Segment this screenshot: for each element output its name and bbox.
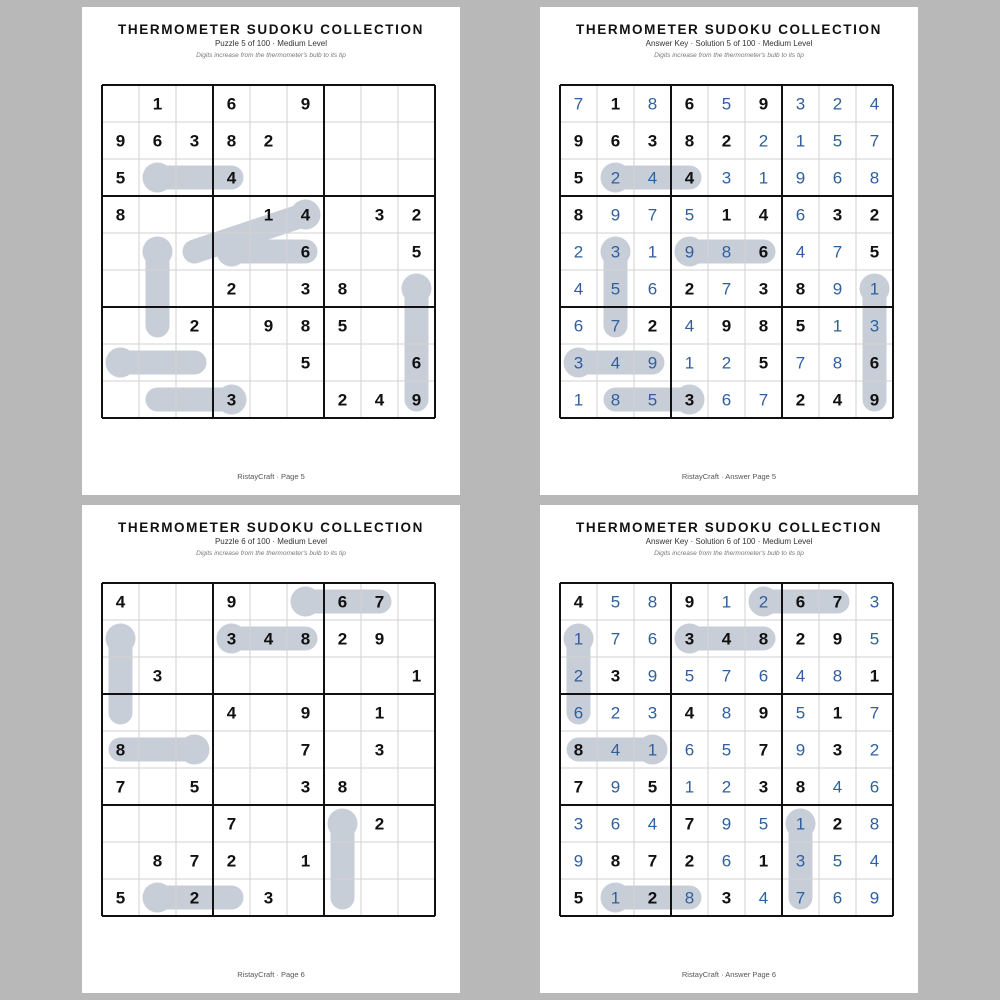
solution-digit: 7: [610, 316, 621, 336]
solution-digit: 3: [795, 851, 806, 871]
given-digit: 4: [832, 390, 843, 410]
sudoku-grid: [102, 85, 436, 419]
solution-digit: 4: [869, 851, 880, 871]
page-footer: RistayCraft · Page 6: [237, 970, 305, 979]
thermometer-bulb: [328, 809, 358, 839]
given-digit: 6: [684, 94, 695, 114]
given-digit: 8: [610, 851, 621, 871]
given-digit: 6: [300, 242, 311, 262]
solution-digit: 2: [610, 703, 621, 723]
solution-digit: 8: [647, 592, 658, 612]
given-digit: 8: [115, 740, 126, 760]
solution-digit: 5: [647, 390, 658, 410]
solution-digit: 7: [721, 279, 732, 299]
solution-digit: 7: [758, 390, 769, 410]
solution-digit: 8: [869, 168, 880, 188]
given-digit: 4: [758, 205, 769, 225]
given-digit: 2: [189, 888, 200, 908]
given-digit: 5: [411, 242, 422, 262]
solution-digit: 1: [573, 629, 584, 649]
given-digit: 8: [337, 279, 348, 299]
solution-digit: 1: [647, 740, 658, 760]
given-digit: 2: [795, 390, 806, 410]
given-digit: 8: [573, 205, 584, 225]
given-digit: 1: [374, 703, 385, 723]
solution-digit: 8: [721, 242, 732, 262]
given-digit: 2: [411, 205, 422, 225]
solution-digit: 6: [647, 279, 658, 299]
solution-digit: 6: [721, 851, 732, 871]
given-digit: 3: [832, 205, 843, 225]
solution-digit: 2: [721, 353, 732, 373]
collection-title: THERMOMETER SUDOKU COLLECTION: [576, 22, 882, 37]
collection-title: THERMOMETER SUDOKU COLLECTION: [118, 520, 424, 535]
given-digit: 1: [152, 94, 163, 114]
solution-digit: 3: [869, 592, 880, 612]
thermometer: [328, 809, 358, 898]
solution-digit: 1: [610, 888, 621, 908]
given-digit: 8: [573, 740, 584, 760]
solution-digit: 5: [721, 94, 732, 114]
solution-digit: 9: [647, 666, 658, 686]
given-digit: 1: [721, 205, 732, 225]
given-digit: 3: [263, 888, 274, 908]
given-digit: 1: [869, 666, 880, 686]
given-digit: 3: [374, 740, 385, 760]
solution-digit: 6: [647, 629, 658, 649]
solution-digit: 1: [573, 390, 584, 410]
solution-digit: 4: [647, 168, 658, 188]
given-digit: 3: [152, 666, 163, 686]
given-digit: 1: [263, 205, 274, 225]
answer-page-6: [540, 505, 918, 993]
given-digit: 8: [684, 131, 695, 151]
given-digit: 3: [647, 131, 658, 151]
given-digit: 4: [684, 703, 695, 723]
puzzle-page-5: [82, 7, 460, 495]
given-digit: 7: [758, 740, 769, 760]
given-digit: 2: [832, 814, 843, 834]
given-digit: 8: [795, 777, 806, 797]
given-digit: 7: [300, 740, 311, 760]
solution-digit: 3: [647, 703, 658, 723]
given-digit: 4: [263, 629, 274, 649]
thermometer-bulb: [402, 274, 432, 304]
given-digit: 9: [115, 131, 126, 151]
given-digit: 2: [374, 814, 385, 834]
given-digit: 5: [869, 242, 880, 262]
sudoku-grid: [560, 85, 894, 419]
solution-digit: 6: [573, 316, 584, 336]
solution-digit: 6: [795, 205, 806, 225]
given-digit: 5: [115, 888, 126, 908]
solution-digit: 7: [647, 205, 658, 225]
given-digit: 3: [374, 205, 385, 225]
thermometer: [121, 735, 210, 765]
solution-digit: 3: [573, 353, 584, 373]
given-digit: 8: [758, 629, 769, 649]
given-digit: 3: [758, 777, 769, 797]
rule-note: Digits increase from the thermometer's bulb to its tip: [654, 52, 804, 59]
solution-digit: 3: [869, 316, 880, 336]
given-digit: 1: [758, 851, 769, 871]
solution-digit: 6: [721, 390, 732, 410]
answer-page-5: [540, 7, 918, 495]
solution-digit: 5: [610, 592, 621, 612]
given-digit: 9: [758, 703, 769, 723]
given-digit: 9: [869, 390, 880, 410]
given-digit: 6: [795, 592, 806, 612]
collection-title: THERMOMETER SUDOKU COLLECTION: [118, 22, 424, 37]
solution-digit: 8: [610, 390, 621, 410]
given-digit: 2: [869, 205, 880, 225]
given-digit: 3: [300, 279, 311, 299]
rule-note: Digits increase from the thermometer's bulb to its tip: [196, 550, 346, 557]
solution-digit: 6: [832, 168, 843, 188]
given-digit: 9: [684, 592, 695, 612]
thermometer: [291, 587, 380, 617]
solution-digit: 2: [610, 168, 621, 188]
given-digit: 4: [721, 629, 732, 649]
given-digit: 3: [832, 740, 843, 760]
solution-digit: 7: [869, 131, 880, 151]
thermometer-bulb: [143, 237, 173, 267]
given-digit: 2: [795, 629, 806, 649]
given-digit: 6: [337, 592, 348, 612]
given-digit: 1: [411, 666, 422, 686]
given-digit: 7: [647, 851, 658, 871]
given-digit: 5: [758, 353, 769, 373]
given-digit: 1: [300, 851, 311, 871]
given-digit: 3: [721, 888, 732, 908]
solution-digit: 2: [721, 777, 732, 797]
solution-digit: 5: [610, 279, 621, 299]
solution-digit: 4: [684, 316, 695, 336]
puzzle-subtitle: Answer Key · Solution 5 of 100 · Medium Level: [645, 39, 813, 48]
solution-digit: 4: [758, 888, 769, 908]
given-digit: 2: [226, 279, 237, 299]
given-digit: 3: [226, 629, 237, 649]
given-digit: 1: [832, 703, 843, 723]
solution-digit: 9: [869, 888, 880, 908]
solution-digit: 3: [610, 242, 621, 262]
solution-digit: 1: [795, 131, 806, 151]
given-digit: 9: [573, 131, 584, 151]
given-digit: 9: [300, 94, 311, 114]
puzzle-subtitle: Answer Key · Solution 6 of 100 · Medium Level: [645, 537, 813, 546]
given-digit: 8: [795, 279, 806, 299]
given-digit: 9: [226, 592, 237, 612]
solution-digit: 9: [573, 851, 584, 871]
solution-digit: 4: [795, 242, 806, 262]
given-digit: 6: [869, 353, 880, 373]
given-digit: 7: [573, 777, 584, 797]
given-digit: 2: [226, 851, 237, 871]
given-digit: 2: [337, 390, 348, 410]
solution-digit: 1: [832, 316, 843, 336]
solution-digit: 4: [832, 777, 843, 797]
given-digit: 2: [337, 629, 348, 649]
given-digit: 3: [684, 629, 695, 649]
solution-digit: 3: [573, 814, 584, 834]
given-digit: 5: [795, 316, 806, 336]
rule-note: Digits increase from the thermometer's bulb to its tip: [196, 52, 346, 59]
given-digit: 2: [263, 131, 274, 151]
solution-digit: 7: [795, 888, 806, 908]
puzzle-page-6: [82, 505, 460, 993]
solution-digit: 6: [573, 703, 584, 723]
given-digit: 6: [226, 94, 237, 114]
given-digit: 4: [115, 592, 126, 612]
solution-digit: 9: [795, 740, 806, 760]
given-digit: 2: [647, 888, 658, 908]
solution-digit: 5: [684, 205, 695, 225]
given-digit: 8: [337, 777, 348, 797]
solution-digit: 7: [721, 666, 732, 686]
solution-digit: 5: [869, 629, 880, 649]
page-footer: RistayCraft · Answer Page 6: [681, 970, 777, 979]
solution-digit: 2: [832, 94, 843, 114]
given-digit: 2: [684, 279, 695, 299]
solution-digit: 6: [869, 777, 880, 797]
given-digit: 8: [152, 851, 163, 871]
solution-digit: 7: [573, 94, 584, 114]
solution-digit: 5: [758, 814, 769, 834]
given-digit: 2: [684, 851, 695, 871]
given-digit: 4: [374, 390, 385, 410]
solution-digit: 8: [721, 703, 732, 723]
given-digit: 3: [610, 666, 621, 686]
solution-digit: 1: [684, 353, 695, 373]
thermometer: [106, 348, 195, 378]
solution-digit: 7: [832, 242, 843, 262]
given-digit: 9: [758, 94, 769, 114]
solution-digit: 6: [684, 740, 695, 760]
thermometer-bulb: [291, 587, 321, 617]
solution-digit: 4: [610, 740, 621, 760]
solution-digit: 7: [610, 629, 621, 649]
given-digit: 4: [226, 703, 237, 723]
given-digit: 3: [189, 131, 200, 151]
solution-digit: 9: [610, 205, 621, 225]
given-digit: 7: [189, 851, 200, 871]
given-digit: 5: [189, 777, 200, 797]
given-digit: 5: [647, 777, 658, 797]
page-footer: RistayCraft · Page 5: [237, 472, 305, 481]
thermometer-bulb: [143, 883, 173, 913]
solution-digit: 5: [832, 851, 843, 871]
thermometer: [143, 237, 173, 326]
solution-digit: 8: [869, 814, 880, 834]
solution-digit: 7: [869, 703, 880, 723]
thermometer: [217, 237, 306, 267]
given-digit: 8: [115, 205, 126, 225]
solution-digit: 1: [758, 168, 769, 188]
solution-digit: 9: [721, 814, 732, 834]
solution-digit: 5: [721, 740, 732, 760]
given-digit: 5: [573, 168, 584, 188]
solution-digit: 2: [869, 740, 880, 760]
given-digit: 7: [684, 814, 695, 834]
solution-digit: 8: [647, 94, 658, 114]
solution-digit: 1: [684, 777, 695, 797]
solution-digit: 6: [832, 888, 843, 908]
given-digit: 1: [610, 94, 621, 114]
solution-digit: 1: [721, 592, 732, 612]
given-digit: 6: [758, 242, 769, 262]
given-digit: 7: [226, 814, 237, 834]
given-digit: 2: [189, 316, 200, 336]
given-digit: 9: [832, 629, 843, 649]
given-digit: 7: [832, 592, 843, 612]
solution-digit: 4: [647, 814, 658, 834]
puzzle-subtitle: Puzzle 5 of 100 · Medium Level: [214, 39, 328, 48]
sudoku-grid: [560, 583, 894, 917]
given-digit: 4: [684, 168, 695, 188]
solution-digit: 1: [869, 279, 880, 299]
thermometer: [143, 163, 232, 193]
thermometer-bulb: [180, 735, 210, 765]
solution-digit: 2: [758, 592, 769, 612]
solution-digit: 2: [573, 666, 584, 686]
given-digit: 5: [573, 888, 584, 908]
given-digit: 6: [411, 353, 422, 373]
given-digit: 9: [721, 316, 732, 336]
solution-digit: 9: [610, 777, 621, 797]
solution-digit: 4: [795, 666, 806, 686]
given-digit: 9: [411, 390, 422, 410]
solution-digit: 6: [610, 814, 621, 834]
given-digit: 3: [684, 390, 695, 410]
solution-digit: 8: [832, 666, 843, 686]
given-digit: 8: [300, 629, 311, 649]
thermometer-bulb: [106, 624, 136, 654]
solution-digit: 5: [832, 131, 843, 151]
solution-digit: 9: [832, 279, 843, 299]
thermometer-bulb: [217, 237, 247, 267]
solution-digit: 2: [573, 242, 584, 262]
given-digit: 7: [115, 777, 126, 797]
thermometer: [106, 624, 136, 713]
given-digit: 5: [300, 353, 311, 373]
sudoku-grid: [102, 583, 436, 917]
given-digit: 9: [300, 703, 311, 723]
collection-title: THERMOMETER SUDOKU COLLECTION: [576, 520, 882, 535]
given-digit: 4: [300, 205, 311, 225]
given-digit: 3: [226, 390, 237, 410]
solution-digit: 4: [573, 279, 584, 299]
solution-digit: 9: [684, 242, 695, 262]
given-digit: 6: [152, 131, 163, 151]
solution-digit: 9: [795, 168, 806, 188]
solution-digit: 2: [758, 131, 769, 151]
given-digit: 2: [721, 131, 732, 151]
solution-digit: 4: [869, 94, 880, 114]
thermometer-bulb: [106, 348, 136, 378]
given-digit: 8: [300, 316, 311, 336]
solution-digit: 8: [832, 353, 843, 373]
solution-digit: 3: [795, 94, 806, 114]
given-digit: 8: [226, 131, 237, 151]
thermometer-bulb: [143, 163, 173, 193]
given-digit: 3: [758, 279, 769, 299]
given-digit: 8: [758, 316, 769, 336]
thermometer: [143, 883, 232, 913]
given-digit: 7: [374, 592, 385, 612]
solution-digit: 1: [647, 242, 658, 262]
solution-digit: 9: [647, 353, 658, 373]
given-digit: 3: [300, 777, 311, 797]
given-digit: 4: [226, 168, 237, 188]
given-digit: 9: [374, 629, 385, 649]
solution-digit: 1: [795, 814, 806, 834]
given-digit: 2: [647, 316, 658, 336]
solution-digit: 5: [795, 703, 806, 723]
given-digit: 4: [573, 592, 584, 612]
solution-digit: 3: [721, 168, 732, 188]
solution-digit: 4: [610, 353, 621, 373]
puzzle-subtitle: Puzzle 6 of 100 · Medium Level: [214, 537, 328, 546]
solution-digit: 6: [758, 666, 769, 686]
solution-digit: 5: [684, 666, 695, 686]
solution-digit: 8: [684, 888, 695, 908]
page-footer: RistayCraft · Answer Page 5: [681, 472, 777, 481]
solution-digit: 7: [795, 353, 806, 373]
given-digit: 9: [263, 316, 274, 336]
given-digit: 6: [610, 131, 621, 151]
given-digit: 5: [115, 168, 126, 188]
given-digit: 5: [337, 316, 348, 336]
rule-note: Digits increase from the thermometer's bulb to its tip: [654, 550, 804, 557]
